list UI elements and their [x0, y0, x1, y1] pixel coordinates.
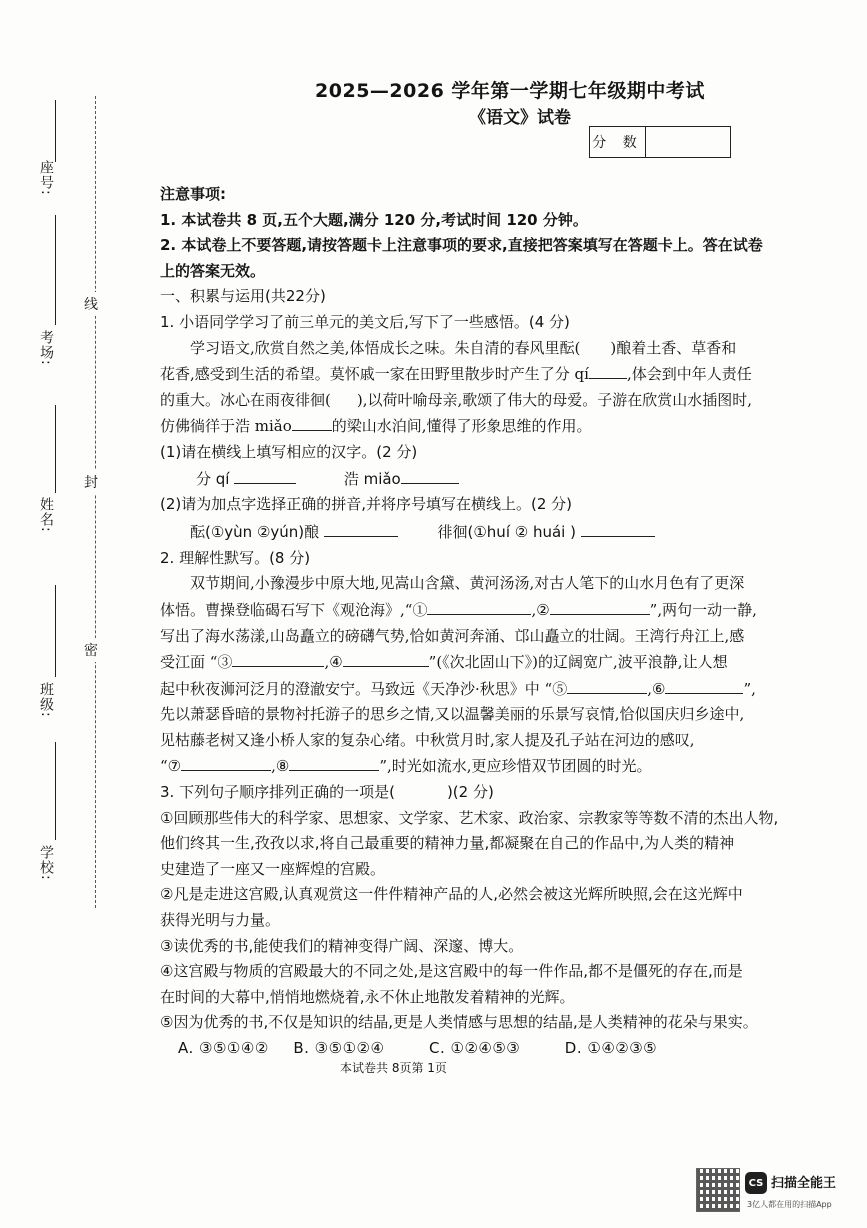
q2-blank-3[interactable]: [232, 649, 324, 667]
q1-sub1: (1)请在横线上填写相应的汉字。(2 分): [160, 442, 418, 461]
q3-sentence-3: ③读优秀的书,能使我们的精神变得广阔、深邃、博大。: [160, 936, 524, 955]
q1-sub1-a-blank[interactable]: [234, 466, 296, 484]
q2-text: ,④: [324, 653, 343, 672]
school-label: 学校:: [38, 845, 54, 881]
q1-sub1-b-blank[interactable]: [401, 466, 459, 484]
q1-blank-miao[interactable]: [292, 413, 332, 431]
binding-dashed-line: [95, 96, 96, 908]
q1-text: 的梁山水泊间,懂得了形象思维的作用。: [331, 417, 592, 436]
q1-sub2-a: 酝(①yùn ②yún)酿: [190, 522, 320, 541]
camscanner-logo: CS: [745, 1172, 767, 1194]
q2-text: ,②: [531, 600, 550, 619]
name-line: [55, 405, 56, 493]
q2-line: 双节期间,小豫漫步中原大地,见嵩山含黛、黄河汤汤,对古人笔下的山水月色有了更深: [190, 574, 745, 593]
q2-blank-5[interactable]: [567, 676, 647, 694]
score-field[interactable]: [646, 127, 730, 157]
q1-text: 花香,感受到生活的希望。莫怀戚一家在田野里散步时产生了分 qí: [160, 365, 589, 384]
q3-sentence-4: 在时间的大幕中,悄悄地燃烧着,永不休止地散发着精神的光辉。: [160, 987, 575, 1006]
q2-text: ,⑧: [271, 757, 290, 776]
q2-blank-2[interactable]: [550, 597, 650, 615]
q3-stem: 3. 下列句子顺序排列正确的一项是(: [160, 783, 395, 802]
q1-sub2-row: [160, 518, 840, 546]
qr-code-icon: [696, 1168, 740, 1212]
q3-sentence-1: 史建造了一座又一座辉煌的宫殿。: [160, 859, 386, 878]
q2-text: 受江面 “③: [160, 653, 233, 672]
q1-sub2-a-blank[interactable]: [324, 519, 398, 537]
q2-text: ”,两句一动一静,: [649, 600, 757, 619]
q2-blank-4[interactable]: [343, 649, 429, 667]
q2-text: 起中秋夜浉河泛月的澄澈安宁。马致远《天净沙·秋思》中 “⑤: [160, 679, 568, 698]
q3-sentence-2: ②凡是走进这宫殿,认真观赏这一件件精神产品的人,必然会被这光辉所映照,会在这光辉中: [160, 885, 743, 904]
exam-title: 2025—2026 学年第一学期七年级期中考试: [315, 80, 705, 102]
q2-text: 体悟。曹操登临碣石写下《观沧海》,“①: [160, 600, 428, 619]
room-label: 考场:: [38, 330, 54, 366]
q2-blank-6[interactable]: [665, 676, 743, 694]
q3-option-c[interactable]: C. ①②④⑤③: [428, 1039, 521, 1057]
q1-sub2: (2)请为加点字选择正确的拼音,并将序号填写在横线上。(2 分): [160, 495, 573, 514]
q1-sub1-a: 分 qí: [196, 469, 230, 488]
q2-stem: 2. 理解性默写。(8 分): [160, 548, 311, 567]
room-line: [55, 215, 56, 325]
section1-heading: 一、积累与运用(共22分): [160, 287, 326, 306]
q1-text: 仿佛徜徉于浩 miǎo: [160, 417, 292, 436]
q1-passage: [160, 336, 840, 440]
q2-text: ”,时光如流水,更应珍惜双节团圆的时光。: [379, 757, 652, 776]
q3-sentence-1: ①回顾那些伟大的科学家、思想家、文学家、艺术家、政治家、宗教家等等数不清的杰出人物,: [160, 808, 779, 827]
q1-text: )酿着土香、草香和: [610, 338, 737, 357]
notice-heading: 注意事项:: [160, 185, 226, 203]
q1-text: 学习语文,欣赏自然之美,体悟成长之味。朱自清的春风里酝(: [190, 338, 581, 357]
q1-text: 的重大。冰心在雨夜徘徊(: [160, 390, 331, 409]
class-line: [55, 585, 56, 677]
q2-line: 先以萧瑟昏暗的景物衬托游子的思乡之情,又以温馨美丽的乐景写哀情,恰似国庆归乡途中,: [160, 705, 745, 724]
name-label: 姓名:: [38, 497, 54, 533]
notice-item-1: 1. 本试卷共 8 页,五个大题,满分 120 分,考试时间 120 分钟。: [160, 210, 588, 229]
q3-option-b[interactable]: B. ③⑤①②④: [293, 1039, 385, 1057]
binding-line-mark: 线: [84, 292, 98, 316]
q3-option-d[interactable]: D. ①④②③⑤: [564, 1039, 658, 1057]
seat-line: [55, 100, 56, 162]
q1-sub1-row: [160, 466, 840, 493]
scanner-tagline: 3亿人都在用的扫描App: [747, 1200, 832, 1209]
page-footer: 本试卷共 8页第 1页: [340, 1061, 447, 1075]
q3-option-a[interactable]: A. ③⑤①④②: [178, 1039, 269, 1057]
binding-seal-mark: 封: [84, 470, 98, 494]
class-label: 班级:: [38, 682, 54, 718]
q1-text: ),以荷叶喻母亲,歌颂了伟大的母爱。子游在欣赏山水插图时,: [356, 390, 753, 409]
q2-text: ”,: [743, 679, 756, 698]
q2-line: 写出了海水荡漾,山岛矗立的磅礴气势,恰如黄河奔涌、邙山矗立的壮阔。王湾行舟江上,感: [160, 626, 745, 645]
score-label: 分 数: [590, 127, 646, 157]
q1-blank-qi[interactable]: [589, 361, 627, 379]
q1-stem: 1. 小语同学学习了前三单元的美文后,写下了一些感悟。(4 分): [160, 312, 570, 331]
q2-blank-7[interactable]: [181, 753, 271, 771]
seat-label: 座号:: [38, 160, 54, 196]
q1-sub1-b: 浩 miǎo: [343, 469, 401, 488]
q2-line: 见枯藤老树又逢小桥人家的复杂心绪。中秋赏月时,家人提及孔子站在河边的感叹,: [160, 730, 695, 749]
q2-text: ”(《次北固山下》)的辽阔宽广,波平浪静,让人想: [428, 653, 728, 672]
score-box: [589, 126, 731, 158]
notice-item-2a: 2. 本试卷上不要答题,请按答题卡上注意事项的要求,直接把答案填写在答题卡上。答在试卷: [160, 236, 763, 255]
q3-sentence-1: 他们终其一生,孜孜以求,将自己最重要的精神力量,都凝聚在自己的作品中,为人类的精神: [160, 834, 735, 853]
q2-blank-1[interactable]: [427, 597, 531, 615]
q1-text: ,体会到中年人责任: [626, 365, 752, 384]
q3-sentence-5: ⑤因为优秀的书,不仅是知识的结晶,更是人类情感与思想的结晶,是人类精神的花朵与果实。: [160, 1013, 758, 1032]
q2-text: ,⑥: [647, 679, 666, 698]
q2-text: “⑦: [160, 757, 182, 776]
notice-item-2b: 上的答案无效。: [160, 261, 266, 280]
exam-subtitle: 《语文》试卷: [469, 108, 571, 128]
q3-sentence-4: ④这宫殿与物质的宫殿最大的不同之处,是这宫殿中的每一件作品,都不是僵死的存在,而是: [160, 962, 743, 981]
q3-sentence-2: 获得光明与力量。: [160, 911, 281, 930]
q1-sub2-b: 徘徊(①huí ② huái ): [437, 522, 576, 541]
q2-blank-8[interactable]: [289, 753, 379, 771]
scanner-brand: 扫描全能王: [771, 1176, 837, 1191]
q1-sub2-b-blank[interactable]: [581, 519, 655, 537]
q3-options: [160, 1036, 840, 1062]
school-line: [55, 742, 56, 840]
q2-passage: [160, 571, 840, 780]
q3-stem: )(2 分): [446, 783, 494, 802]
exam-content: [160, 182, 840, 1062]
binding-secret-mark: 密: [84, 638, 98, 662]
